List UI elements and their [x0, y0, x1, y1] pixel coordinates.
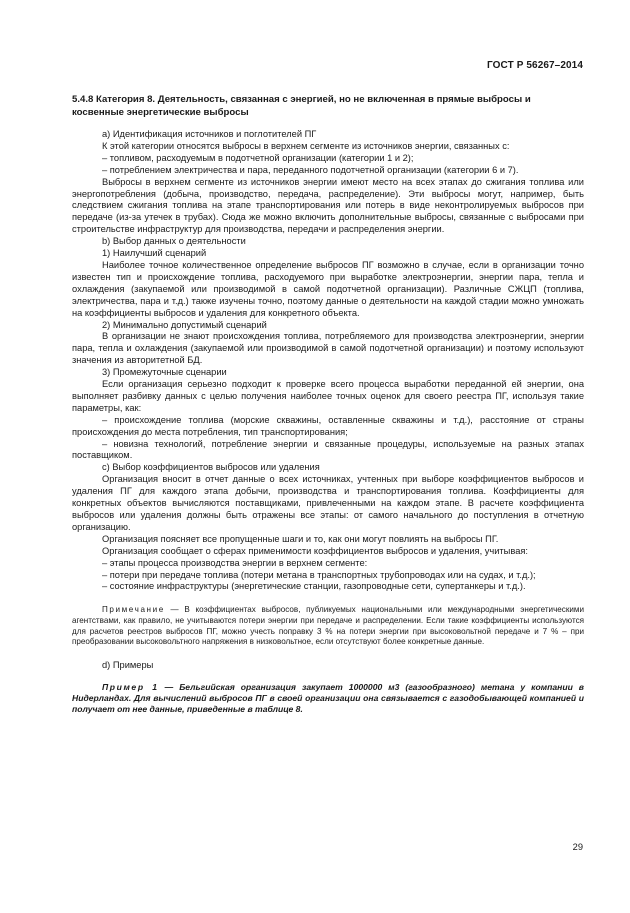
paragraph: Организация вносит в отчет данные о всех источниках, учтенных при выборе коэффициентов выбросов и удаления ПГ для каждого этапа добычи, производства и транспортирования топлива. Коэффициенты для конкретных объектов вычисляются поставщиками, привлеченными на каждом этапе. В расчете коэффициента выбросов или удаления должны быть отражены все этапы: от самого начального до поступления в отчетную организацию.: [72, 474, 584, 532]
subsection-d-title: d) Примеры: [102, 660, 154, 671]
list-item: – потери при передаче топлива (потери метана в транспортных трубопроводах или на судах, и т.д.);: [102, 569, 536, 580]
example-label: Пример 1: [102, 682, 159, 693]
section-heading: 5.4.8 Категория 8. Деятельность, связанная с энергией, но не включенная в прямые выбросы и косвенные энергетические выбросы: [72, 94, 531, 118]
list-item: – этапы процесса производства энергии в верхнем сегменте:: [102, 557, 368, 568]
list-item: – состояние инфраструктуры (энергетические станции, газопроводные сети, супертанкеры и т.д.).: [102, 581, 526, 592]
scenario-title: 3) Промежуточные сценарии: [102, 367, 227, 378]
subsection-a-title: a) Идентификация источников и поглотителей ПГ: [102, 129, 317, 139]
note-text: — В коэффициентах выбросов, публикуемых национальными или международными энергетическими агентствами, как правило, не учитываются потери энергии при передаче и распределении. Если такие коэффициенты используются для расчетов реестров выбросов ПГ, можно учесть поправку 3 % на потери энергии при высоковольтной передаче и 7 % – при преобразовании высоковольтного напряжения в низковольтное, если отсутствуют более конкретные данные.: [72, 605, 584, 647]
page-number: 29: [572, 842, 583, 852]
subsection-b-title: b) Выбор данных о деятельности: [102, 236, 246, 247]
paragraph: К этой категории относятся выбросы в верхнем сегменте из источников энергии, связанных с:: [102, 140, 510, 151]
paragraph: Наиболее точное количественное определение выбросов ПГ возможно в случае, если в организации точно известен тип и происхождение топлива, расходуемого при выработке электроэнергии, энергии пара, тепла и охлаждения (закупаемой или производимой в самой подотчетной организации). Различные СЖЦП (топлива, электричества, пара и т.д.) также изучены точно, поэтому данные о деятельности на каждой стадии можно умножать на коэффициенты выбросов и удаления для конкретного объекта.: [72, 259, 584, 318]
list-item: – топливом, расходуемым в подотчетной организации (категории 1 и 2);: [102, 152, 414, 163]
note-label: Примечание: [102, 605, 165, 615]
example-text: — Бельгийская организация закупает 1000000 м3 (газообразного) метана у компании в Нидерландах. Для вычислений выбросов ПГ в своей организации она связывается с газодобывающей компанией и получает от нее данные, приведенные в таблице 8.: [72, 682, 584, 715]
document-standard-id: ГОСТ Р 56267–2014: [487, 60, 583, 71]
example-block: [72, 682, 584, 715]
subsection-c-title: c) Выбор коэффициентов выбросов или удаления: [102, 462, 320, 473]
scenario-title: 1) Наилучший сценарий: [102, 248, 207, 259]
paragraph: В организации не знают происхождения топлива, потребляемого для производства электроэнергии, энергии пара, тепла и охлаждения (закупаемой или производимой в самой подотчетной организации) и поэтому используют значения из авторитетной БД.: [72, 331, 584, 366]
paragraph: Организация сообщает о сферах применимости коэффициентов выбросов и удаления, учитывая:: [102, 545, 528, 556]
list-item: – происхождение топлива (морские скважины, оставленные скважины и т.д.), расстояние от страны происхождения до места потребления, тип транспортирования;: [72, 414, 584, 437]
scenario-title: 2) Минимально допустимый сценарий: [102, 319, 267, 330]
section-content: [72, 94, 584, 715]
list-item: – новизна технологий, потребление энергии и связанные процедуры, используемые на разных этапах поставщиком.: [72, 438, 584, 461]
paragraph: Если организация серьезно подходит к проверке всего процесса выработки переданной ей энергии, она выполняет разбивку данных с целью получения наиболее точных оценок для своего реестра ПГ, используя такие параметры, как:: [72, 379, 584, 413]
note-block: [72, 605, 584, 648]
paragraph: Выбросы в верхнем сегменте из источников энергии имеют место на всех этапах до сжигания топлива или энергопотребления (добыча, производство, передача, распределение). Эти выбросы могут, например, быть следствием сжигания топлива на этапе транспортирования или потерь в виде неконтролируемых выбросов при передаче (из-за утечек в трубах). Сюда же можно включить дополнительные выбросы, связанные с выбросами при строительстве инфраструктур для производства, передачи и распределения энергии.: [72, 176, 584, 235]
paragraph: Организация поясняет все пропущенные шаги и то, как они могут повлиять на выбросы ПГ.: [102, 533, 499, 544]
list-item: – потреблением электричества и пара, переданного подотчетной организации (категории 6 и 7).: [102, 164, 519, 175]
